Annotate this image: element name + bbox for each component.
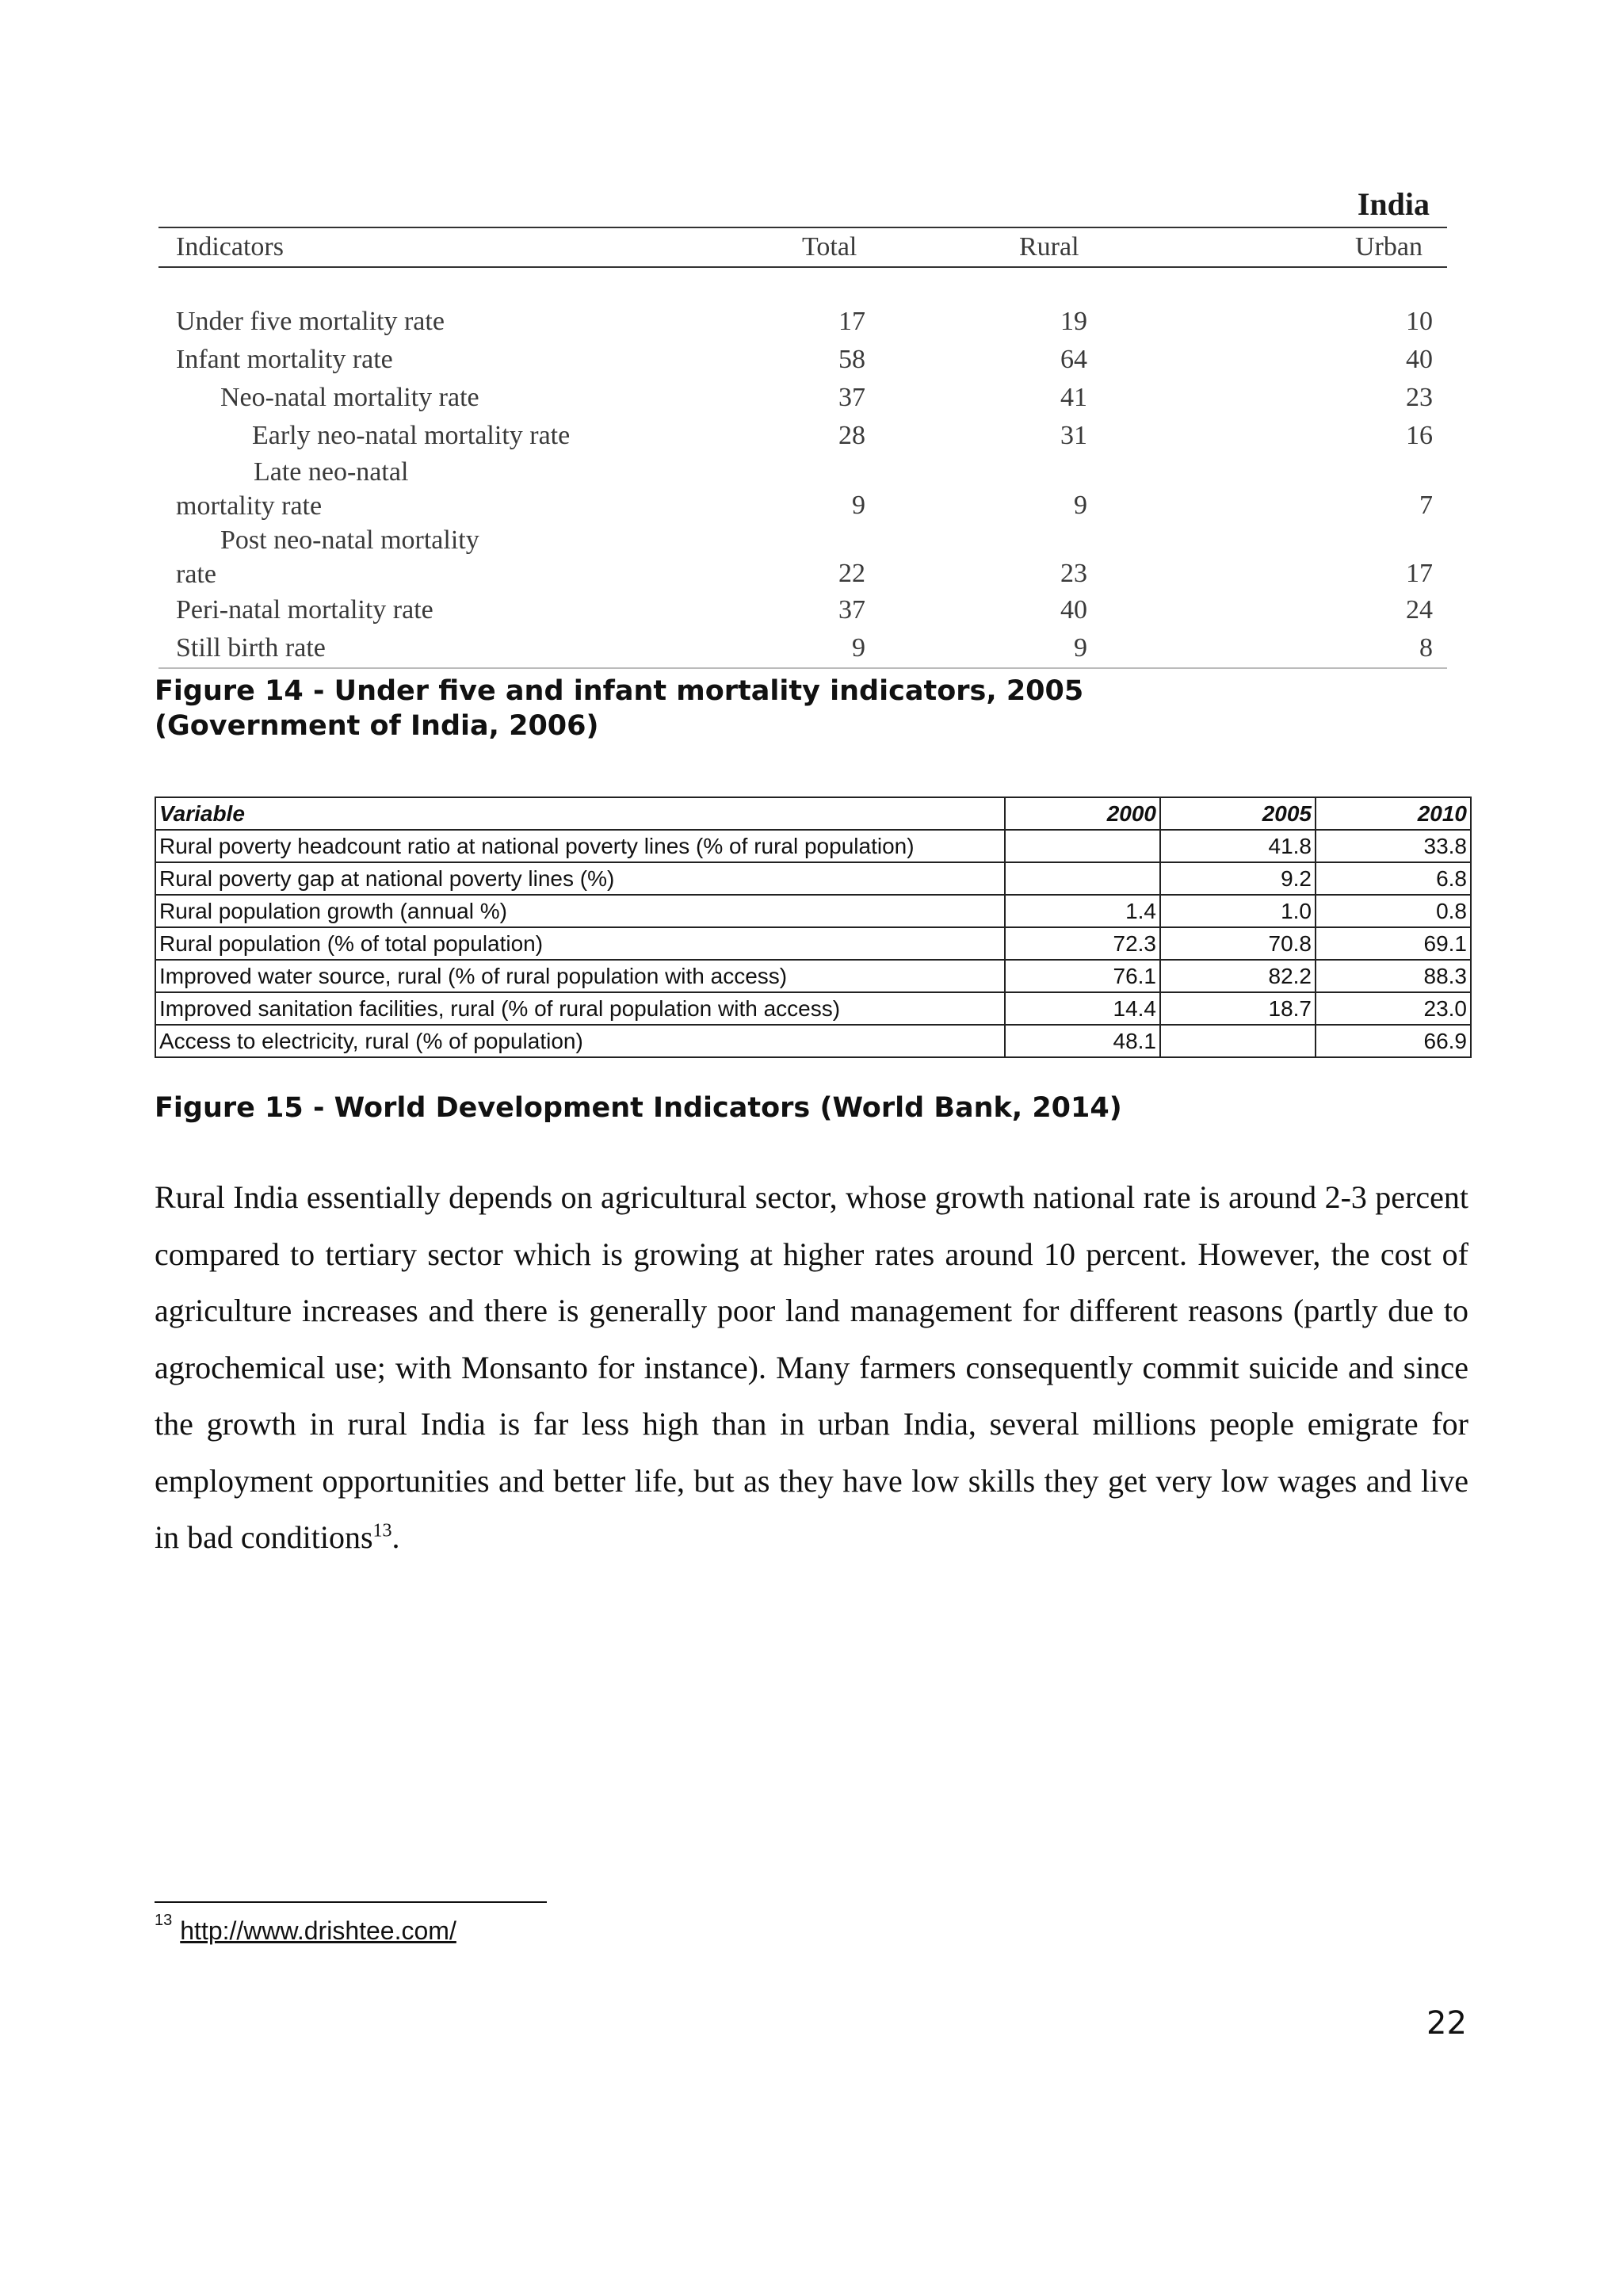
header-urban: Urban [1355,232,1423,262]
cell-2000: 76.1 [1005,960,1160,992]
table-row [158,303,1447,341]
cell-rural: 19 [1060,307,1087,336]
footnote-number: 13 [155,1912,173,1929]
page-number: 22 [1426,2005,1467,2042]
cell-total: 58 [838,345,865,374]
cell-total: 37 [838,595,865,625]
cell-variable: Improved sanitation facilities, rural (% of rural population with access) [155,992,1005,1025]
row-label: Early neo-natal mortality rate [252,421,571,450]
cell-urban: 7 [1419,491,1433,520]
table-row [155,830,1471,862]
footnote-divider [155,1901,547,1903]
cell-variable: Improved water source, rural (% of rural population with access) [155,960,1005,992]
cell-2000: 14.4 [1005,992,1160,1025]
body-paragraph-text: Rural India essentially depends on agricultural sector, whose growth national rate is around 2-3 percent compared to tertiary sector which is growing at higher rates around 10 percent. However, the cost of agriculture increases and there is generally poor land management for different reasons (partly due to agrochemical use; with Monsanto for instance). Many farmers consequently commit suicide and since the growth in rural India is far less high than in urban India, several millions people emigrate for employment opportunities and better life, but as they have low skills they get very low wages and live in bad conditions [155,1179,1468,1555]
cell-rural: 31 [1060,421,1087,450]
cell-urban: 24 [1406,595,1433,625]
row-label: Infant mortality rate [176,345,393,374]
row-label: Peri-natal mortality rate [176,595,433,625]
header-2010: 2010 [1316,797,1471,830]
figure-14-caption [155,674,1083,743]
cell-2000: 72.3 [1005,927,1160,960]
figure-14-caption-line1: Figure 14 - Under five and infant mortality indicators, 2005 [155,675,1084,707]
cell-2000: 48.1 [1005,1025,1160,1057]
header-indicators: Indicators [176,232,284,262]
paragraph-period: . [391,1519,400,1555]
footnote-reference[interactable]: 13 [372,1520,392,1541]
cell-variable: Rural poverty gap at national poverty lines (%) [155,862,1005,895]
cell-urban: 17 [1406,559,1433,588]
mortality-table-header [158,227,1447,268]
world-development-table [155,797,1472,1058]
table-row [155,1025,1471,1057]
table-row [155,927,1471,960]
table-row [158,591,1447,629]
cell-2010: 69.1 [1316,927,1471,960]
cell-variable: Rural poverty headcount ratio at national poverty lines (% of rural population) [155,830,1005,862]
cell-2010: 6.8 [1316,862,1471,895]
cell-total: 9 [852,633,865,663]
cell-rural: 9 [1074,491,1087,520]
cell-urban: 23 [1406,383,1433,412]
table-row [155,992,1471,1025]
cell-2005 [1160,1025,1316,1057]
cell-rural: 40 [1060,595,1087,625]
cell-rural: 64 [1060,345,1087,374]
row-label: Late neo-natal mortality rate [176,457,409,521]
table-row [158,523,1447,591]
body-paragraph [155,1169,1468,1566]
cell-total: 9 [852,491,865,520]
cell-total: 22 [838,559,865,588]
header-rural: Rural [1019,232,1079,262]
header-total: Total [802,232,857,262]
table-row [155,960,1471,992]
cell-2010: 0.8 [1316,895,1471,927]
cell-total: 28 [838,421,865,450]
cell-2010: 23.0 [1316,992,1471,1025]
header-variable: Variable [155,797,1005,830]
cell-2000: 1.4 [1005,895,1160,927]
cell-2005: 41.8 [1160,830,1316,862]
cell-total: 17 [838,307,865,336]
row-label: Under five mortality rate [176,307,445,336]
table-row [158,417,1447,455]
table-row [158,455,1447,523]
mortality-table [158,182,1447,669]
table-row [158,341,1447,379]
footnote-link[interactable]: http://www.drishtee.com/ [180,1916,456,1945]
cell-variable: Rural population growth (annual %) [155,895,1005,927]
cell-2005: 70.8 [1160,927,1316,960]
cell-urban: 40 [1406,345,1433,374]
cell-total: 37 [838,383,865,412]
cell-urban: 8 [1419,633,1433,663]
footnote [155,1912,456,1946]
cell-rural: 41 [1060,383,1087,412]
cell-2005: 18.7 [1160,992,1316,1025]
table-row [158,629,1447,669]
table-row [158,379,1447,417]
cell-2005: 9.2 [1160,862,1316,895]
cell-2010: 88.3 [1316,960,1471,992]
header-2000: 2000 [1005,797,1160,830]
row-label: Still birth rate [176,633,326,663]
table-row [155,895,1471,927]
row-label: Neo-natal mortality rate [220,383,479,412]
region-label: India [1357,186,1430,222]
cell-rural: 9 [1074,633,1087,663]
cell-2000 [1005,830,1160,862]
cell-2010: 66.9 [1316,1025,1471,1057]
table-row [155,862,1471,895]
cell-variable: Access to electricity, rural (% of population) [155,1025,1005,1057]
row-label: Post neo-natal mortality rate [176,525,479,589]
figure-14-caption-line2: (Government of India, 2006) [155,710,599,742]
cell-rural: 23 [1060,559,1087,588]
cell-urban: 10 [1406,307,1433,336]
cell-2010: 33.8 [1316,830,1471,862]
table-header-row [155,797,1471,830]
cell-variable: Rural population (% of total population) [155,927,1005,960]
cell-2005: 1.0 [1160,895,1316,927]
cell-urban: 16 [1406,421,1433,450]
figure-15-caption: Figure 15 - World Development Indicators (World Bank, 2014) [155,1092,1122,1124]
header-2005: 2005 [1160,797,1316,830]
cell-2005: 82.2 [1160,960,1316,992]
cell-2000 [1005,862,1160,895]
